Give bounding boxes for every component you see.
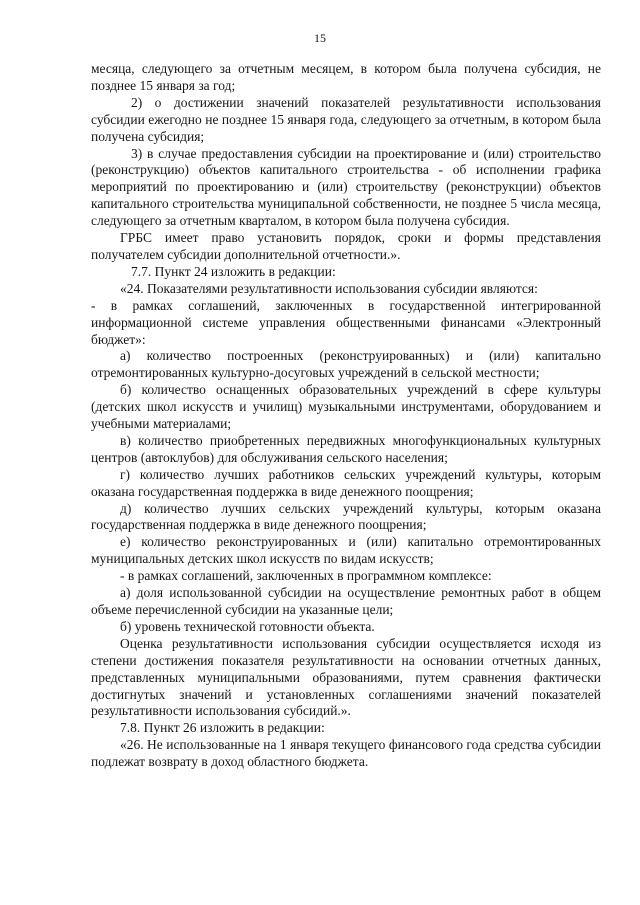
paragraph: Оценка результативности использования субсидии осуществляется исходя из степени достижения показателя результативности на основании отчетных данных, представленных муниципальными образованиями, путем сравнения фактически достигнутых значений и установленных соглашениями значений показателей результативности использования субсидий.». — [91, 635, 601, 719]
paragraph: ГРБС имеет право установить порядок, сроки и формы представления получателем субсидии дополнительной отчетности.». — [91, 230, 601, 262]
paragraph: 3) в случае предоставления субсидии на проектирование и (или) строительство (реконструкцию) объектов капитального строительства - об исполнении графика мероприятий по проектированию и (или) строительству (реконструкции) объектов капитального строительства муниципальной собственности, не позднее 5 числа месяца, следующего за отчетным кварталом, в котором была получена субсидия. — [91, 145, 601, 229]
document-body — [91, 61, 601, 771]
paragraph: 7.7. Пункт 24 изложить в редакции: — [131, 263, 336, 279]
page-number: 15 — [314, 31, 326, 45]
paragraph: а) количество построенных (реконструированных) и (или) капитально отремонтированных культурно-досуговых учреждений в сельской местности; — [91, 348, 601, 381]
paragraph: д) количество лучших сельских учреждений культуры, которым оказана государственная поддержка в виде денежного поощрения; — [91, 500, 601, 533]
paragraph: «24. Показателями результативности использования субсидии являются: — [120, 280, 538, 296]
paragraph: б) количество оснащенных образовательных учреждений в сфере культуры (детских школ искусств и училищ) музыкальными инструментами, оборудованием и учебными материалами; — [91, 382, 601, 432]
paragraph: а) доля использованной субсидии на осуществление ремонтных работ в общем объеме перечисленной субсидии на указанные цели; — [91, 585, 601, 617]
paragraph: б) уровень технической готовности объекта. — [120, 618, 375, 634]
paragraph: месяца, следующего за отчетным месяцем, в котором была получена субсидия, не позднее 15 января за год; — [91, 61, 601, 93]
paragraph: е) количество реконструированных и (или) капитально отремонтированных муниципальных детских школ искусств по видам искусств; — [91, 534, 601, 567]
paragraph: - в рамках соглашений, заключенных в программном комплексе: — [120, 568, 492, 584]
paragraph: в) количество приобретенных передвижных многофункциональных культурных центров (автоклубов) для обслуживания сельского населения; — [91, 432, 601, 465]
paragraph: г) количество лучших работников сельских учреждений культуры, которым оказана государственная поддержка в виде денежного поощрения; — [91, 466, 601, 499]
paragraph: 7.8. Пункт 26 изложить в редакции: — [120, 720, 325, 736]
paragraph: «26. Не использованные на 1 января текущего финансового года средства субсидии подлежат возврату в доход областного бюджета. — [91, 737, 601, 770]
paragraph: 2) о достижении значений показателей результативности использования субсидии ежегодно не позднее 15 января года, следующего за отчетным, в котором была получена субсидия; — [91, 94, 601, 144]
paragraph: - в рамках соглашений, заключенных в государственной интегрированной информационной системе управления общественными финансами «Электронный бюджет»: — [91, 297, 601, 347]
